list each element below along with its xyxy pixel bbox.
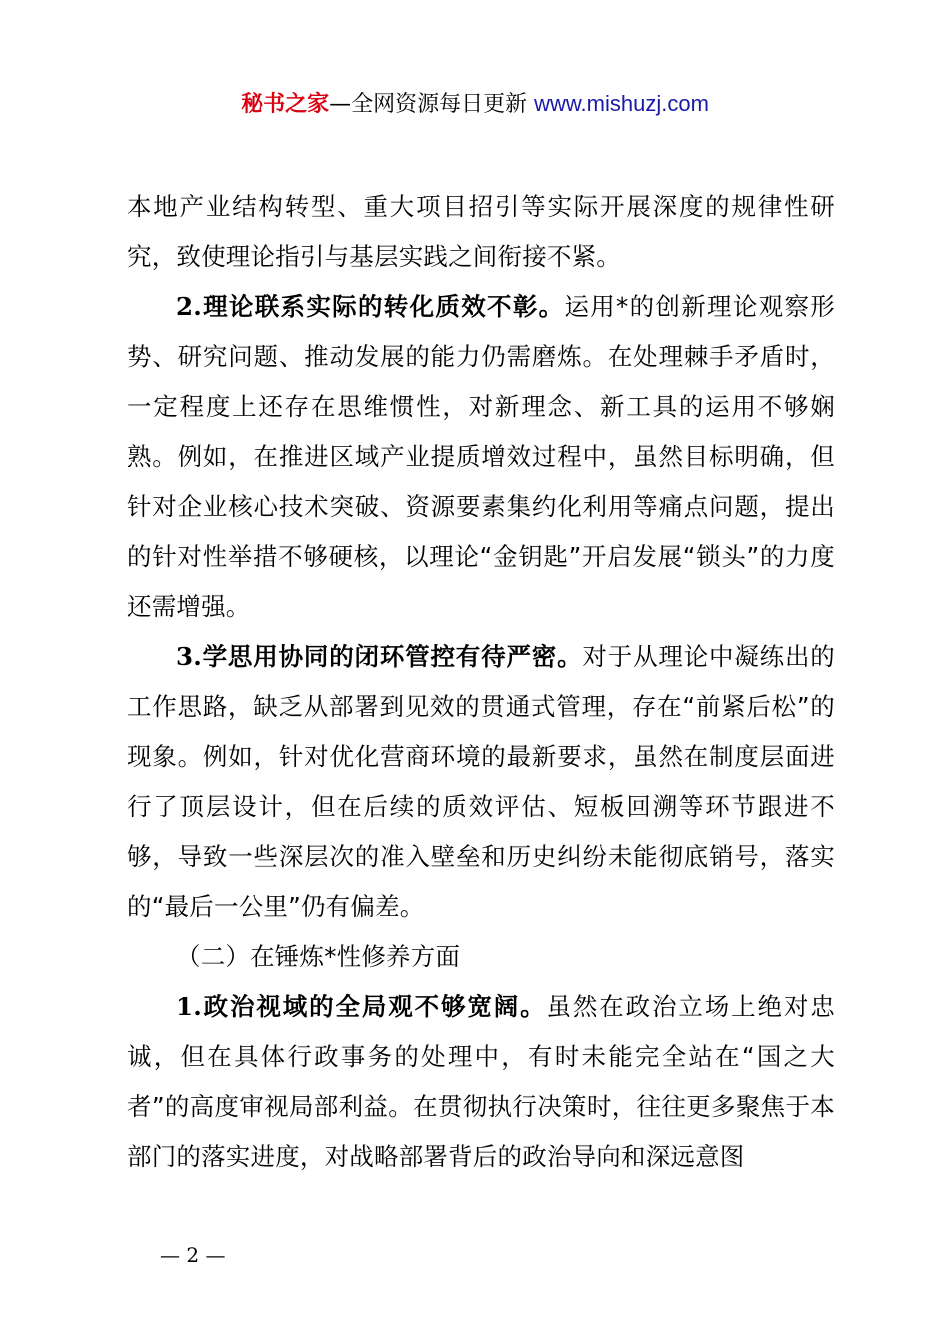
paragraph-item-3 bbox=[127, 632, 835, 932]
section-title: （二）在锤炼*性修养方面 bbox=[176, 942, 461, 971]
paragraph-item-2 bbox=[127, 282, 835, 632]
section-heading bbox=[127, 932, 835, 982]
item-heading: 政治视域的全局观不够宽阔。 bbox=[201, 992, 547, 1021]
paragraph-text: 本地产业结构转型、重大项目招引等实际开展深度的规律性研究，致使理论指引与基层实践之间衔接不紧。 bbox=[127, 192, 835, 271]
item-number: 2. bbox=[176, 292, 202, 321]
paragraph-text: 虽然在政治立场上绝对忠诚，但在具体行政事务的处理中，有时未能完全站在“国之大者”的高度审视局部利益。在贯彻执行决策时，往往更多聚焦于本部门的落实进度，对战略部署背后的政治导向和深远意图 bbox=[127, 992, 835, 1171]
site-url: www.mishuzj.com bbox=[534, 91, 709, 116]
item-number: 1. bbox=[176, 992, 202, 1021]
page-number: — 2 — bbox=[160, 1243, 226, 1267]
brand-slogan: —全网资源每日更新 bbox=[329, 92, 535, 117]
paragraph-continuation bbox=[127, 182, 835, 282]
document-body bbox=[127, 182, 835, 1182]
item-number: 3. bbox=[176, 642, 202, 671]
paragraph-text: 运用*的创新理论观察形势、研究问题、推动发展的能力仍需磨炼。在处理棘手矛盾时，一定程度上还存在思维惯性，对新理念、新工具的运用不够娴熟。例如，在推进区域产业提质增效过程中，虽然目标明确，但针对企业核心技术突破、资源要素集约化利用等痛点问题，提出的针对性举措不够硬核，以理论“金钥匙”开启发展“锁头”的力度还需增强。 bbox=[127, 292, 835, 621]
item-heading: 学思用协同的闭环管控有待严密。 bbox=[201, 642, 583, 671]
paragraph-text: 对于从理论中凝练出的工作思路，缺乏从部署到见效的贯通式管理，存在“前紧后松”的现象。例如，针对优化营商环境的最新要求，虽然在制度层面进行了顶层设计，但在后续的质效评估、短板回溯等环节跟进不够，导致一些深层次的准入壁垒和历史纠纷未能彻底销号，落实的“最后一公里”仍有偏差。 bbox=[127, 642, 836, 921]
item-heading: 理论联系实际的转化质效不彰。 bbox=[201, 292, 565, 321]
paragraph-item-1 bbox=[127, 982, 835, 1182]
brand-name: 秘书之家 bbox=[241, 92, 330, 117]
site-banner bbox=[0, 86, 950, 123]
